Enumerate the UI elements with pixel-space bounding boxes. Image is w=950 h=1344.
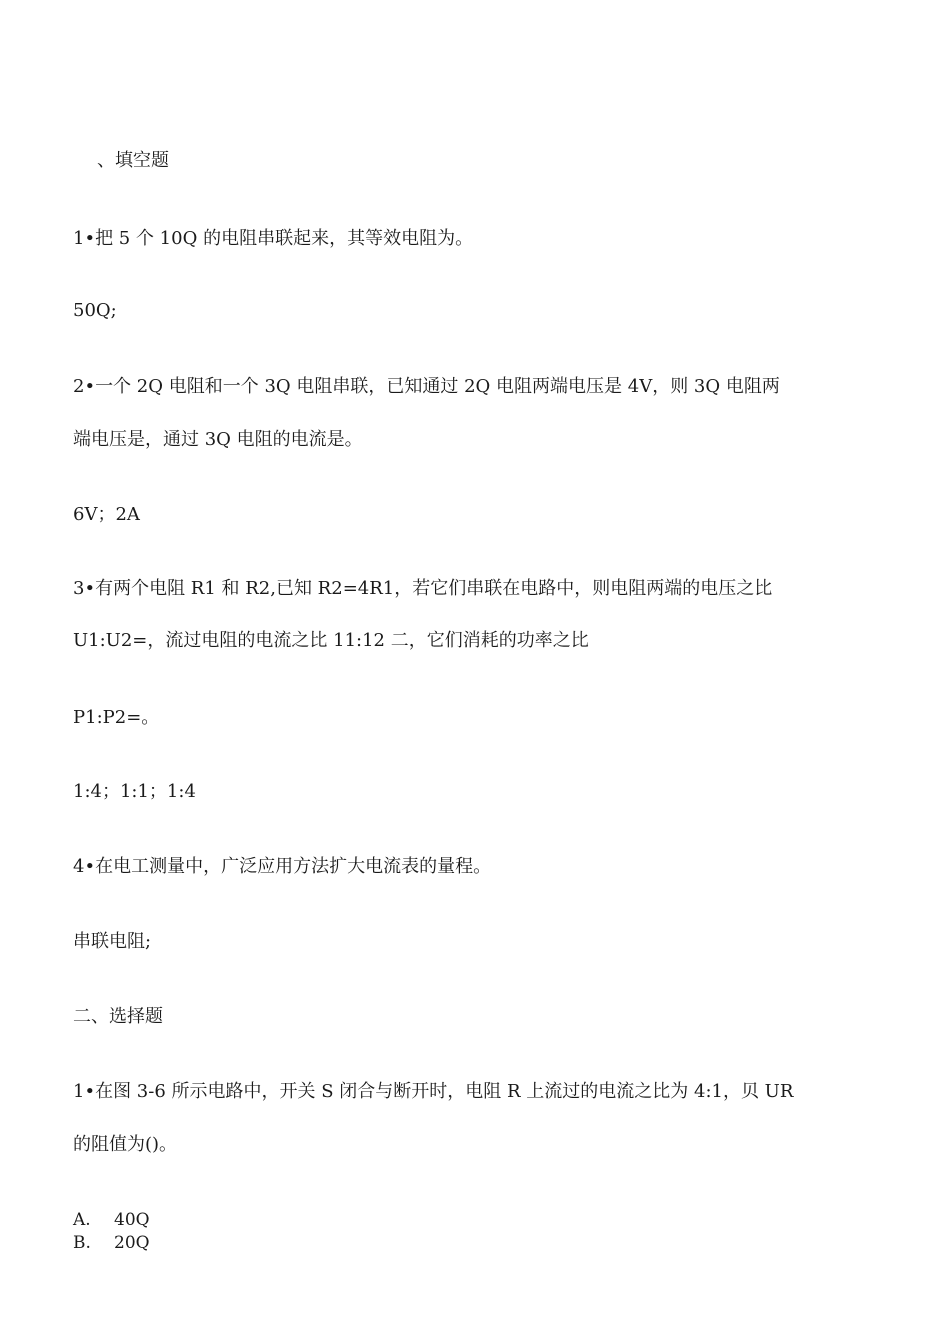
option-a-letter: A. — [73, 1210, 91, 1230]
section-heading-multiple-choice: 二、选择题 — [73, 1006, 163, 1027]
question-4-answer: 串联电阻; — [73, 931, 152, 952]
option-a-text: 40Q — [114, 1210, 150, 1230]
question-3-stem-line-1: 3•有两个电阻 R1 和 R2,已知 R2=4R1，若它们串联在电路中，则电阻两端的电压之比 — [73, 578, 773, 599]
question-2-stem-line-1: 2•一个 2Q 电阻和一个 3Q 电阻串联，已知通过 2Q 电阻两端电压是 4V，则 3Q 电阻两 — [73, 376, 780, 397]
question-3-stem-line-3: P1:P2=。 — [73, 707, 160, 728]
option-b — [73, 1232, 150, 1254]
question-3-stem-line-2: U1:U2=，流过电阻的电流之比 11:12 二，它们消耗的功率之比 — [73, 630, 589, 651]
question-3-answer: 1:4；1:1；1:4 — [73, 781, 196, 802]
option-a — [73, 1209, 150, 1231]
question-2-answer: 6V；2A — [73, 504, 140, 525]
question-1-stem: 1•把 5 个 10Q 的电阻串联起来，其等效电阻为。 — [73, 228, 474, 249]
section-heading-fill-blank: 、填空题 — [97, 150, 169, 171]
option-b-text: 20Q — [114, 1233, 150, 1253]
question-1-answer: 50Q; — [73, 300, 117, 321]
choice-question-1-stem-line-1: 1•在图 3-6 所示电路中，开关 S 闭合与断开时，电阻 R 上流过的电流之比为 4:1，贝 UR — [73, 1081, 794, 1102]
choice-question-1-stem-line-2: 的阻值为()。 — [73, 1134, 178, 1155]
question-2-stem-line-2: 端电压是，通过 3Q 电阻的电流是。 — [73, 429, 363, 450]
option-b-letter: B. — [73, 1233, 91, 1253]
question-4-stem: 4•在电工测量中，广泛应用方法扩大电流表的量程。 — [73, 856, 492, 877]
